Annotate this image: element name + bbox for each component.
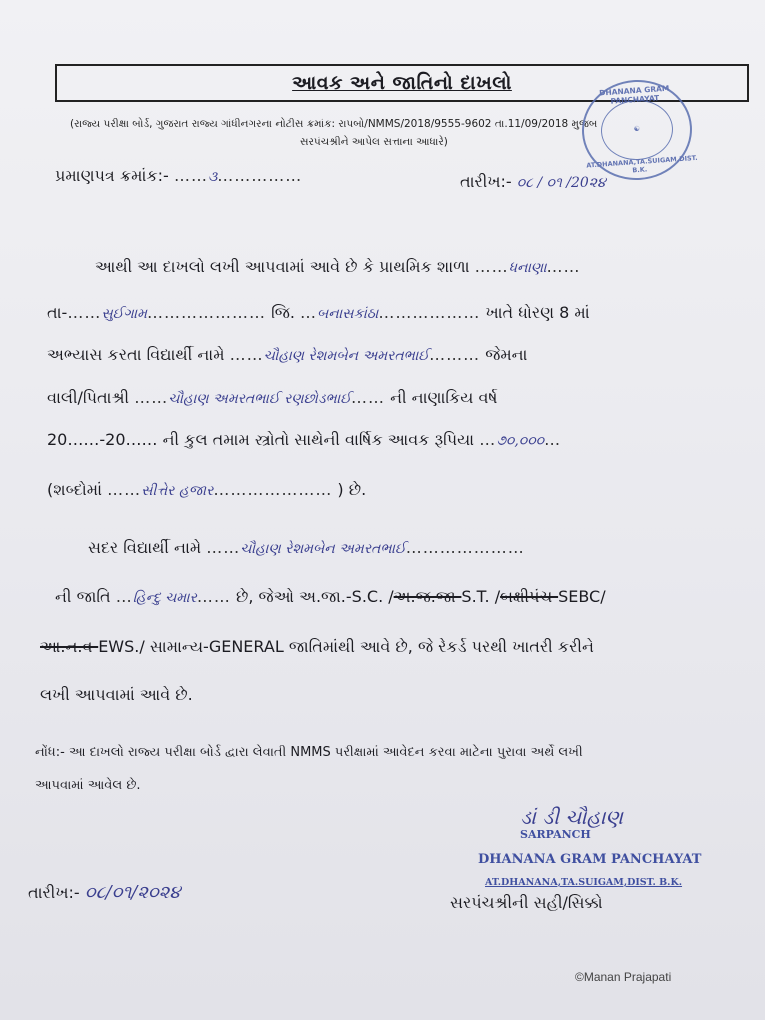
body-line-2: તા-……સુઈગામ………………… જિ. …બનાસકાંઠા……………… ખાતે ધોરણ 8 માં xyxy=(47,303,590,322)
certificate-date-label: તારીખ:- xyxy=(460,172,512,191)
body-line-6-suffix: ) છે. xyxy=(337,480,367,499)
body-line-1: આથી આ દાખલો લખી આપવામાં આવે છે કે પ્રાથમિક શાળા ……ધનાણા…… xyxy=(95,257,581,276)
category-st: S.T. / xyxy=(461,587,501,606)
body-line-3-suffix: જેમના xyxy=(485,345,528,364)
category-ews-general: EWS./ સામાન્ય-GENERAL xyxy=(98,637,284,656)
taluka-name: સુઈગામ xyxy=(101,306,147,322)
caste-label: ની જાતિ xyxy=(55,587,111,606)
body-line-4-text: વાલી/પિતાશ્રી xyxy=(47,388,130,407)
notice-reference: (રાજ્ય પરીક્ષા બોર્ડ, ગુજરાત રાજ્ય ગાંધીનગરના નોટીસ ક્રમાંક: રાપબો/NMMS/2018/9555-9602 તા.11/09/2018 મુજબ xyxy=(70,118,598,130)
category-sebc: SEBC/ xyxy=(558,587,606,606)
certificate-number-value: ૩ xyxy=(207,169,218,185)
document-title: આવક અને જાતિનો દાખલો xyxy=(292,72,512,94)
body-line-6-text: (શબ્દોમાં xyxy=(47,480,102,499)
footer-date-row xyxy=(28,882,180,903)
certificate-number-label: પ્રમાણપત્ર ક્રમાંક:- xyxy=(55,166,169,185)
annual-income: ૭૦,૦૦૦ xyxy=(496,433,545,449)
body-line-3: અભ્યાસ કરતા વિદ્યાર્થી નામે ……ચૌહાણ રેશમબેન અમરતભાઈ……… જેમના xyxy=(47,345,528,364)
district-label: જિ. xyxy=(271,303,295,322)
student-name-repeat: ચૌહાણ રેશમબેન અમરતભાઈ xyxy=(240,541,406,557)
body-line-5: 20……-20…… ની કુલ તમામ સ્ત્રોતો સાથેની વાર્ષિક આવક રૂપિયા …૭૦,૦૦૦… xyxy=(47,430,562,449)
body-line-4: વાલી/પિતાશ્રી ……ચૌહાણ અમરતભાઈ રણછોડભાઈ…… ની નાણાકિય વર્ષ xyxy=(47,388,498,407)
panchayat-seal xyxy=(579,76,696,183)
authority-note: સરપંચશ્રીને આપેલ સત્તાના આધારે) xyxy=(300,136,448,148)
parent-name: ચૌહાણ અમરતભાઈ રણછોડભાઈ xyxy=(168,391,351,407)
sarpanch-title: SARPANCH xyxy=(520,828,591,841)
certificate-date-value: ૦૮ / ૦૧ /20૨૪ xyxy=(516,175,606,191)
footer-date-label: તારીખ:- xyxy=(28,883,80,902)
seal-emblem-icon: ☯ xyxy=(599,98,675,163)
certificate-date-row xyxy=(460,172,606,192)
body-line-1-text: આથી આ દાખલો લખી આપવામાં આવે છે કે પ્રાથમિક શાળા xyxy=(95,257,470,276)
category-sc: છે, જેઓ અ.જા.-S.C. / xyxy=(235,587,394,606)
student-name: ચૌહાણ રેશમબેન અમરતભાઈ xyxy=(263,348,430,364)
note-line-1: નોંધ:- આ દાખલો રાજ્ય પરીક્ષા બોર્ડ દ્વારા લેવાતી NMMS પરીક્ષામાં આવેદન કરવા માટેના પુરાવા અર્થે લખી xyxy=(35,745,583,760)
body-line-5-text: 20……-20…… ની કુલ તમામ સ્ત્રોતો સાથેની વાર્ષિક આવક રૂપિયા xyxy=(47,430,475,449)
body-line-3-text: અભ્યાસ કરતા વિદ્યાર્થી નામે xyxy=(47,345,225,364)
panchayat-name: DHANANA GRAM PANCHAYAT xyxy=(478,852,702,867)
footer-date-value: ૦૮/૦૧/૨૦૨૪ xyxy=(84,882,181,903)
taluka-label: તા- xyxy=(47,303,68,322)
body-line-7: સદર વિદ્યાર્થી નામે ……ચૌહાણ રેશમબેન અમરતભાઈ………………… xyxy=(88,538,525,557)
copyright-text: ©Manan Prajapati xyxy=(575,970,672,984)
body-line-7-text: સદર વિદ્યાર્થી નામે xyxy=(88,538,202,557)
category-sebc-struck: બક્ષીપંચ- xyxy=(500,587,559,606)
caste-value: હિન્દુ ચમાર xyxy=(132,590,197,606)
district-name: બનાસકાંઠા xyxy=(317,306,379,322)
seal-bottom-text: AT.DHANANA,TA.SUIGAM,DIST. B.K. xyxy=(586,153,698,175)
signature-text: ડાં ડી ચૌહાણ xyxy=(520,805,623,829)
signature-label: સરપંચશ્રીની સહી/સિક્કો xyxy=(450,893,603,912)
category-st-struck: અ.જ.જા- xyxy=(393,587,462,606)
body-line-8: ની જાતિ …હિન્દુ ચમાર…… છે, જેઓ અ.જા.-S.C. /અ.જ.જા-S.T. /બક્ષીપંચ-SEBC/ xyxy=(55,587,606,606)
income-in-words: સીત્તેર હજાર xyxy=(141,483,214,499)
body-line-2-suffix: ખાતે ધોરણ 8 માં xyxy=(485,303,590,322)
body-line-9 xyxy=(40,637,594,657)
school-name: ધનાણા xyxy=(508,260,547,276)
sarpanch-signature xyxy=(520,805,623,829)
body-line-4-suffix: ની નાણાકિય વર્ષ xyxy=(390,388,498,407)
body-line-6: (શબ્દોમાં ……સીત્તેર હજાર………………… ) છે. xyxy=(47,480,367,499)
panchayat-address: AT.DHANANA,TA.SUIGAM,DIST. B.K. xyxy=(485,877,683,888)
body-line-10: લખી આપવામાં આવે છે. xyxy=(40,685,193,704)
seal-top-text: DHANANA GRAM PANCHAYAT xyxy=(598,83,670,106)
body-line-9-suffix: જાતિમાંથી આવે છે, જે રેકર્ડ પરથી ખાતરી કરીને xyxy=(288,637,594,656)
note-line-2: આપવામાં આવેલ છે. xyxy=(35,778,141,793)
category-ews-struck: આ.ન.વ- xyxy=(40,637,99,656)
certificate-number-row: પ્રમાણપત્ર ક્રમાંક:- ……૩…………… xyxy=(55,166,303,185)
